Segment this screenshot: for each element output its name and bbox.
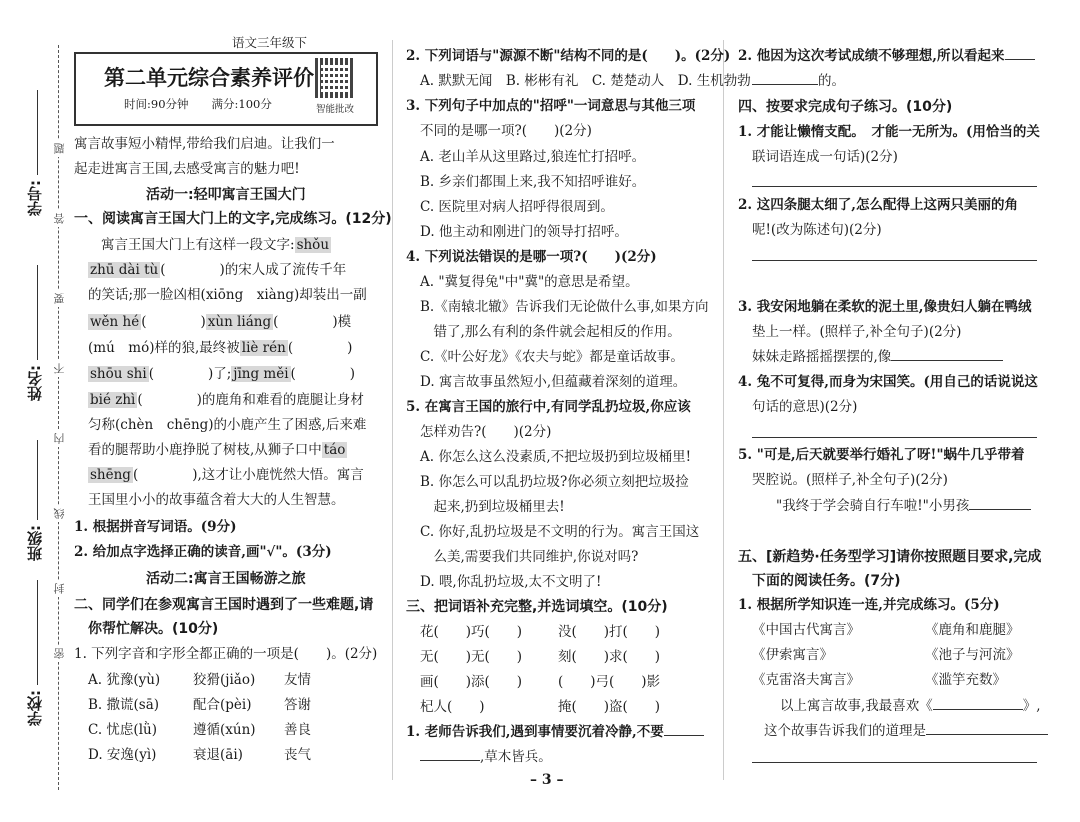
answer-line[interactable]	[752, 437, 1037, 438]
seal-char: 密	[52, 645, 68, 662]
passage-line: shōu shi ( )了; jīng měi ( )	[90, 366, 356, 382]
question: 1. 根据所学知识连一连,并完成练习。(5分)	[738, 597, 1000, 613]
match-right[interactable]: 《池子与河流》	[925, 647, 1020, 663]
answer-line[interactable]: ,草木皆兵。	[420, 745, 552, 770]
match-left[interactable]: 《克雷洛夫寓言》	[752, 672, 860, 688]
option[interactable]: C.《叶公好龙》《农夫与蛇》都是童话故事。	[420, 349, 684, 365]
question: 5. "可是,后天就要举行婚礼了呀!"蜗牛几乎带着	[738, 447, 1025, 463]
option[interactable]: C. 医院里对病人招呼得很周到。	[420, 199, 614, 215]
passage-line: zhū dài tù ( )的宋人成了流传千年	[90, 262, 347, 278]
question: 怎样劝告?( )(2分)	[420, 424, 552, 440]
seal-char: 线	[52, 505, 68, 522]
student-id-label: 学号:	[26, 180, 44, 216]
seal-char: 答	[52, 210, 68, 227]
question: 联词语连成一句话)(2分)	[752, 149, 898, 165]
option[interactable]: D. 寓言故事虽然短小,但蕴藏着深刻的道理。	[420, 374, 687, 390]
question: 不同的是哪一项?( )(2分)	[420, 123, 592, 139]
name-field[interactable]	[37, 265, 38, 360]
question: 1. 下列字音和字形全都正确的一项是( )。(2分)	[74, 646, 378, 662]
seal-char: 不	[52, 360, 68, 377]
passage-line: shēng ( ),这才让小鹿恍然大悟。寓言	[90, 467, 364, 483]
student-id-field[interactable]	[37, 90, 38, 175]
option[interactable]: A. 你怎么这么没素质,不把垃圾扔到垃圾桶里!	[420, 449, 692, 465]
answer-line[interactable]: 以上寓言故事,我最喜欢《 》,	[780, 694, 1041, 719]
question: 句话的意思)(2分)	[752, 399, 858, 415]
question: 1. 老师告诉我们,遇到事情要沉着冷静,不要	[406, 720, 704, 745]
section-5-heading: 下面的阅读任务。(7分)	[752, 573, 901, 589]
passage-line: 匀称(chèn chēng)的小鹿产生了困惑,后来难	[88, 417, 367, 433]
option: 错了,那么有利的条件就会起相反的作用。	[420, 324, 681, 340]
passage-line: 王国里小小的故事蕴含着大大的人生智慧。	[88, 492, 345, 508]
option[interactable]: B. 乡亲们都围上来,我不知招呼谁好。	[420, 174, 646, 190]
section-2-heading: 你帮忙解决。(10分)	[88, 621, 219, 637]
section-5-heading: 五、[新趋势·任务型学习]请你按照题目要求,完成	[738, 549, 1042, 565]
match-right[interactable]: 《鹿角和鹿腿》	[925, 622, 1020, 638]
intro-line: 起走进寓言王国,去感受寓言的魅力吧!	[74, 161, 300, 177]
match-right[interactable]: 《滥竽充数》	[925, 672, 1006, 688]
answer-line[interactable]	[752, 762, 1037, 763]
passage-line: bié zhì ( )的鹿角和难看的鹿腿让身材	[90, 392, 364, 408]
section-2-heading: 二、同学们在参观寓言王国时遇到了一些难题,请	[74, 597, 374, 613]
match-left[interactable]: 《伊索寓言》	[752, 647, 833, 663]
idiom-blank[interactable]: 杞人( )	[420, 699, 485, 715]
idiom-blank[interactable]: 没( )打( )	[558, 624, 661, 640]
option[interactable]: B. 你怎么可以乱扔垃圾?你必须立刻把垃圾捡	[420, 474, 689, 490]
activity-1-title: 活动一:轻叩寓言王国大门	[146, 187, 306, 203]
seal-char: 要	[52, 290, 68, 307]
qr-caption: 智能批改	[316, 104, 355, 115]
idiom-blank[interactable]: 画( )添( )	[420, 674, 523, 690]
answer-line[interactable]: 的。	[752, 69, 845, 94]
section-3-heading: 三、把词语补充完整,并选词填空。(10分)	[406, 599, 668, 615]
option[interactable]: D. 喂,你乱扔垃圾,太不文明了!	[420, 574, 602, 590]
binding-strip	[0, 0, 66, 822]
page-title: 第二单元综合素养评价	[104, 66, 314, 90]
activity-2-title: 活动二:寓言王国畅游之旅	[146, 571, 306, 587]
class-field[interactable]	[37, 440, 38, 520]
option-row[interactable]: A. 默默无闻 B. 彬彬有礼 C. 楚楚动人 D. 生机勃勃	[420, 73, 751, 89]
section-4-heading: 四、按要求完成句子练习。(10分)	[738, 99, 953, 115]
answer-line[interactable]: "我终于学会骑自行车啦!"小男孩	[776, 494, 1031, 519]
option-row[interactable]: D. 安逸(yì) 衰退(āi) 丧气	[88, 747, 311, 763]
answer-line[interactable]	[752, 260, 1037, 261]
idiom-blank[interactable]: 无( )无( )	[420, 649, 523, 665]
question: 1. 根据拼音写词语。(9分)	[74, 519, 237, 535]
passage-line: 的笑话;那一脸凶相(xiōng xiàng)却装出一副	[88, 287, 367, 303]
answer-line[interactable]: 妹妹走路摇摇摆摆的,像	[752, 345, 1003, 370]
question: 哭腔说。(照样子,补全句子)(2分)	[752, 472, 948, 488]
option[interactable]: D. 他主动和刚进门的领导打招呼。	[420, 224, 628, 240]
option-row[interactable]: C. 忧虑(lǜ) 遵循(xún) 善良	[88, 722, 311, 738]
option[interactable]: C. 你好,乱扔垃圾是不文明的行为。寓言王国这	[420, 524, 700, 540]
question: 4. 兔不可复得,而身为宋国笑。(用自己的话说说这	[738, 374, 1038, 390]
option[interactable]: B.《南辕北辙》告诉我们无论做什么事,如果方向	[420, 299, 709, 315]
option: 么美,需要我们共同维护,你说对吗?	[420, 549, 639, 565]
question: 垫上一样。(照样子,补全句子)(2分)	[752, 324, 962, 340]
exam-meta: 时间:90分钟 满分:100分	[124, 97, 272, 111]
option-row[interactable]: B. 撒谎(sā) 配合(pèi) 答谢	[88, 697, 311, 713]
seal-char: 封	[52, 580, 68, 597]
question: 2. 下列词语与"源源不断"结构不同的是( )。(2分)	[406, 48, 731, 64]
passage-line: wěn hé ( ) xùn liáng ( )模	[90, 314, 352, 330]
qr-code-icon[interactable]	[315, 58, 355, 98]
column-divider	[392, 40, 393, 780]
idiom-blank[interactable]: ( )弓( )影	[558, 674, 661, 690]
intro-line: 寓言故事短小精悍,带给我们启迪。让我们一	[74, 136, 335, 152]
match-left[interactable]: 《中国古代寓言》	[752, 622, 860, 638]
school-field[interactable]	[37, 580, 38, 685]
question: 2. 他因为这次考试成绩不够理想,所以看起来	[738, 44, 1035, 69]
grade-label: 语文三年级下	[232, 35, 308, 50]
answer-line[interactable]: 这个故事告诉我们的道理是	[764, 719, 1048, 744]
page-number: – 3 –	[530, 772, 564, 788]
option: 起来,扔到垃圾桶里去!	[420, 499, 565, 515]
option-row[interactable]: A. 犹豫(yù) 狡猾(jiǎo) 友情	[88, 672, 311, 688]
option[interactable]: A. "冀复得兔"中"冀"的意思是希望。	[420, 274, 639, 290]
seal-char: 题	[52, 140, 68, 157]
name-label: 姓名:	[26, 365, 44, 401]
question: 5. 在寓言王国的旅行中,有同学乱扔垃圾,你应该	[406, 399, 691, 415]
question: 3. 下列句子中加点的"招呼"一词意思与其他三项	[406, 98, 696, 114]
idiom-blank[interactable]: 刻( )求( )	[558, 649, 661, 665]
passage-line: (mú mó)样的狼,最终被 liè rén ( )	[88, 340, 353, 356]
column-divider	[723, 40, 724, 780]
passage-line: 看的腿帮助小鹿挣脱了树枝,从狮子口中 táo	[88, 442, 346, 458]
passage-line: 寓言王国大门上有这样一段文字: shǒu	[74, 237, 330, 253]
question: 2. 这四条腿太细了,怎么配得上这两只美丽的角	[738, 197, 1018, 213]
idiom-blank[interactable]: 花( )巧( )	[420, 624, 523, 640]
question: 3. 我安闲地躺在柔软的泥土里,像贵妇人躺在鸭绒	[738, 299, 1032, 315]
question: 4. 下列说法错误的是哪一项?( )(2分)	[406, 249, 657, 265]
section-1-heading: 一、阅读寓言王国大门上的文字,完成练习。(12分)	[74, 211, 392, 227]
school-label: 学校:	[26, 690, 44, 726]
class-label: 班级:	[26, 525, 44, 561]
option[interactable]: A. 老山羊从这里路过,狼连忙打招呼。	[420, 149, 646, 165]
idiom-blank[interactable]: 掩( )盗( )	[558, 699, 661, 715]
question: 2. 给加点字选择正确的读音,画"√"。(3分)	[74, 544, 332, 560]
answer-line[interactable]	[752, 186, 1037, 187]
question: 1. 才能让懒惰支配。 才能一无所为。(用恰当的关	[738, 124, 1040, 140]
question: 呢!(改为陈述句)(2分)	[752, 222, 882, 238]
seal-char: 内	[52, 430, 68, 447]
